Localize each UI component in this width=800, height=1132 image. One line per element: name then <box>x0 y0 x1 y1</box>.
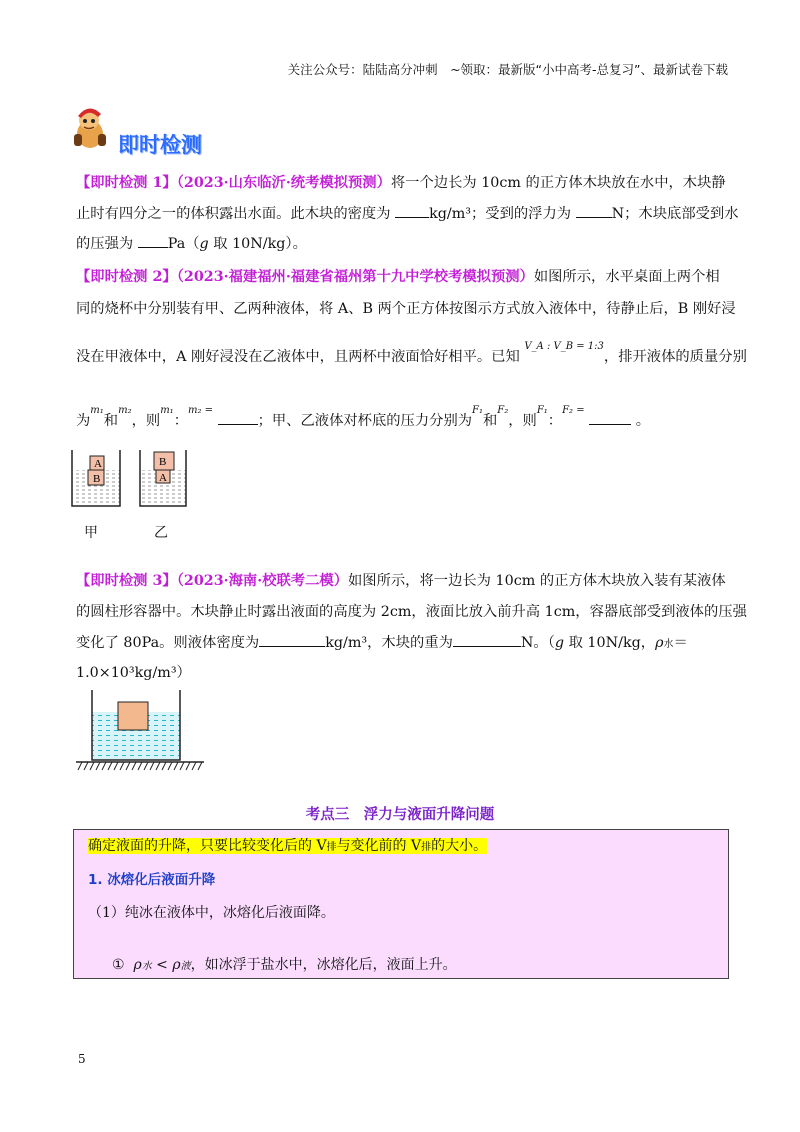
label-a-right: A <box>159 472 167 484</box>
answer-blank <box>259 632 325 647</box>
kaodian-title: 考点三 浮力与液面升降问题 <box>305 806 495 823</box>
q3-line-2: 的圆柱形容器中。木块静止时露出液面的高度为 2cm，液面比放入前升高 1cm，容器底部受到液体的压强 <box>76 604 747 620</box>
answer-blank <box>138 233 168 248</box>
answer-blank <box>589 410 631 425</box>
fig-label-jia: 甲 <box>84 525 98 541</box>
knowledge-box <box>73 829 729 979</box>
q3-line-4: 1.0×10³kg/m³） <box>76 665 191 681</box>
box-line-3: ① ρ水 < ρ液，如冰浮于盐水中，冰熔化后，液面上升。 <box>112 957 457 973</box>
q2-source: （2023·福建福州·福建省福州第十九中学校考模拟预测） <box>176 269 534 285</box>
q1-line-3: 的压强为 Pa（g 取 10N/kg）。 <box>76 233 307 253</box>
q2-tag: 【即时检测 2】 <box>76 269 177 285</box>
q3-tag: 【即时检测 3】 <box>76 573 177 589</box>
volume-ratio: V_A : V_B = 1:3 <box>524 341 604 352</box>
q2-line-2: 同的烧杯中分别装有甲、乙两种液体，将 A、B 两个正方体按图示方式放入液体中，待静止后，B 刚好浸 <box>76 301 736 317</box>
beakers-figure <box>70 448 190 520</box>
box-subheading: 1. 冰熔化后液面升降 <box>88 872 216 888</box>
answer-blank <box>576 203 612 218</box>
q2-line-3: 没在甲液体中，A 刚好浸没在乙液体中，且两杯中液面恰好相平。已知 $^{V\_A : V\_B = 1:3}$，排开液体的质量分别 <box>76 341 747 365</box>
container-figure <box>74 688 206 772</box>
page-number: 5 <box>78 1052 86 1066</box>
label-b-right: B <box>159 456 167 468</box>
label-b-left: B <box>93 473 101 485</box>
answer-blank <box>395 203 429 218</box>
fig-label-yi: 乙 <box>154 525 168 541</box>
q1-source: （2023·山东临沂·统考模拟预测） <box>176 175 391 191</box>
box-line-1: 确定液面的升降，只要比较变化后的 V排与变化前的 V排的大小。 <box>88 838 488 854</box>
q1-line-1: 【即时检测 1】（2023·山东临沂·统考模拟预测）将一个边长为 10cm 的正方体木块放在水中，木块静 <box>76 175 726 191</box>
box-line-2: （1）纯冰在液体中，冰熔化后液面降。 <box>88 905 335 921</box>
page-header: 关注公众号：陆陆高分冲刺 ~领取：最新版“小中高考-总复习”、最新试卷下载 <box>287 62 728 77</box>
q3-line-1: 【即时检测 3】（2023·海南·校联考二模）如图所示，将一边长为 10cm 的正方体木块放入装有某液体 <box>76 573 726 589</box>
ground-hatch <box>78 762 202 770</box>
mascot-icon <box>68 104 110 152</box>
section-title: 即时检测 <box>118 133 202 157</box>
q1-tag: 【即时检测 1】 <box>76 175 177 191</box>
answer-blank <box>453 632 521 647</box>
label-a-left: A <box>94 458 102 470</box>
q3-line-3: 变化了 80Pa。则液体密度为 kg/m³，木块的重为 N。（g 取 10N/kg，ρ水＝ <box>76 632 688 652</box>
answer-blank <box>218 410 258 425</box>
q2-line-1: 【即时检测 2】（2023·福建福州·福建省福州第十九中学校考模拟预测）如图所示，水平桌面上两个相 <box>76 269 720 285</box>
q2-line-4: 为$^{m_1}$和$^{m_2}$，则$^{m_1}$：$^{m_2 =}$ ；甲、乙液体对杯底的压力分别为$^{F_1}$和$^{F_2}$，则$^{F_1}$：$^{F_2 =}$ 。 <box>76 405 650 429</box>
q3-source: （2023·海南·校联考二模） <box>176 573 348 589</box>
wood-block <box>118 702 148 730</box>
q1-line-2: 止时有四分之一的体积露出水面。此木块的密度为 kg/m³；受到的浮力为 N；木块底部受到水 <box>76 203 739 223</box>
